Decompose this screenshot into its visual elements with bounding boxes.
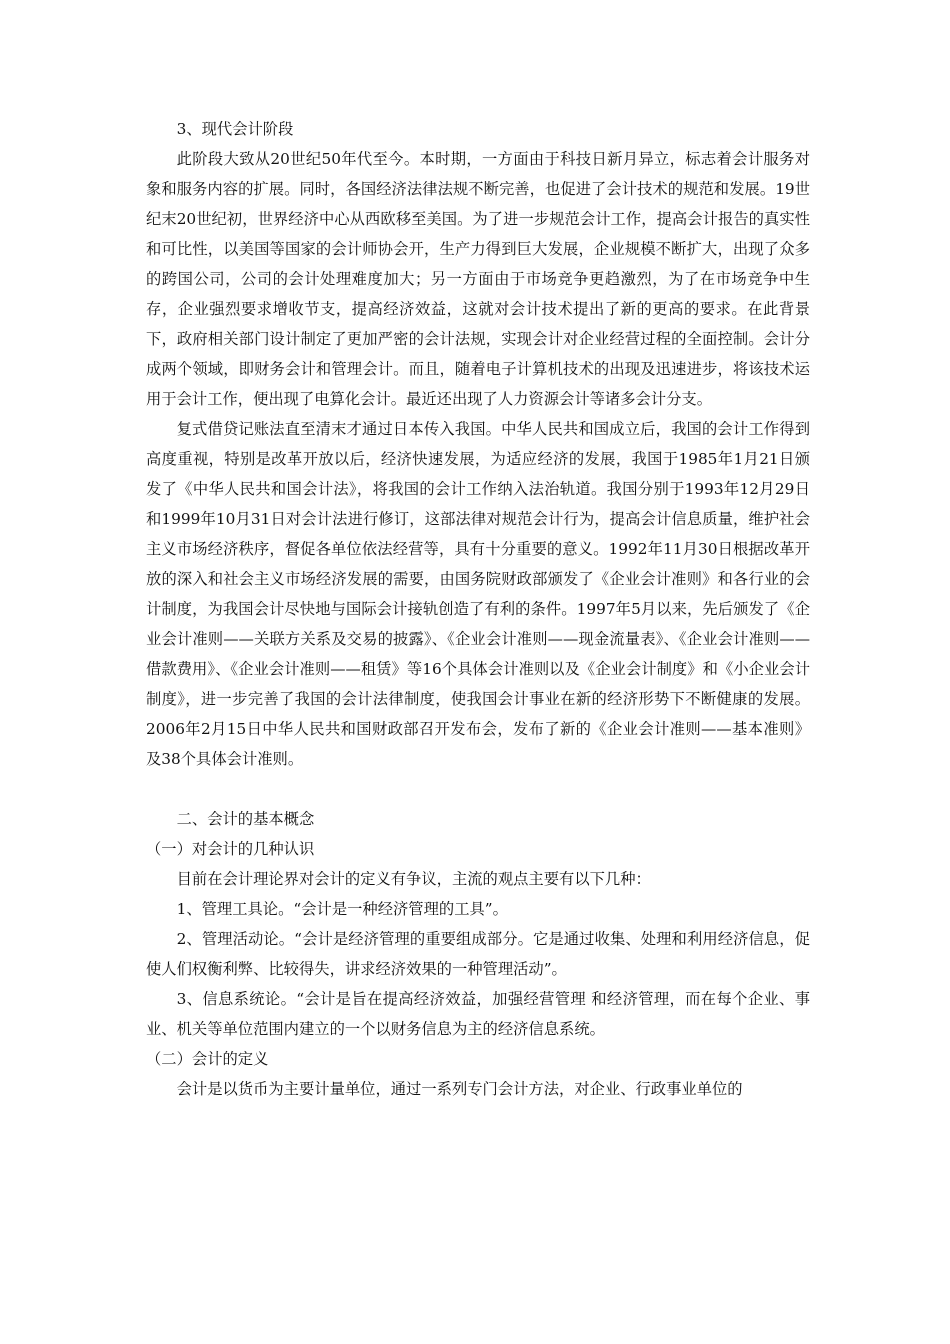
subsection-views-heading: （一）对会计的几种认识 [146,840,315,858]
paragraph-definition: 会计是以货币为主要计量单位，通过一系列专门会计方法，对企业、行政事业单位的 [176,1080,743,1098]
document-body [146,114,810,1104]
section-basic-concepts-heading: 二、会计的基本概念 [176,810,315,828]
view-item-1: 1、管理工具论。“会计是一种经济管理的工具”。 [176,900,508,918]
view-item-2: 2、管理活动论。“会计是经济管理的重要组成部分。它是通过收集、处理和利用经济信息，促使人们权衡利弊、比较得失，讲求经济效果的一种管理活动”。 [146,930,810,978]
paragraph-modern-accounting: 此阶段大致从20世纪50年代至今。本时期，一方面由于科技日新月异立，标志着会计服务对象和服务内容的扩展。同时，各国经济法律法规不断完善，也促进了会计技术的规范和发展。19世纪末20世纪初，世界经济中心从西欧移至美国。为了进一步规范会计工作，提高会计报告的真实性和可比性，以美国等国家的会计师协会开，生产力得到巨大发展，企业规模不断扩大，出现了众多的跨国公司，公司的会计处理难度加大；另一方面由于市场竞争更趋激烈，为了在市场竞争中生存，企业强烈要求增收节支，提高经济效益，这就对会计技术提出了新的更高的要求。在此背景下，政府相关部门设计制定了更加严密的会计法规，实现会计对企业经营过程的全面控制。会计分成两个领域，即财务会计和管理会计。而且，随着电子计算机技术的出现及迅速进步，将该技术运用于会计工作，便出现了电算化会计。最近还出现了人力资源会计等诸多会计分支。 [146,150,810,408]
view-item-3: 3、信息系统论。“会计是旨在提高经济效益，加强经营管理 和经济管理，而在每个企业、事业、机关等单位范围内建立的一个以财务信息为主的经济信息系统。 [146,990,810,1038]
paragraph-views-intro: 目前在会计理论界对会计的定义有争议，主流的观点主要有以下几种： [176,870,651,888]
subsection-definition-heading: （二）会计的定义 [146,1050,269,1068]
section-modern-heading: 3、现代会计阶段 [176,120,294,138]
paragraph-china-accounting: 复式借贷记账法直至清末才通过日本传入我国。中华人民共和国成立后，我国的会计工作得到高度重视，特别是改革开放以后，经济快速发展，为适应经济的发展，我国于1985年1月21日颁发了《中华人民共和国会计法》，将我国的会计工作纳入法治轨道。我国分别于1993年12月29日和1999年10月31日对会计法进行修订，这部法律对规范会计行为，提高会计信息质量，维护社会主义市场经济秩序，督促各单位依法经营等，具有十分重要的意义。1992年11月30日根据改革开放的深入和社会主义市场经济发展的需要，由国务院财政部颁发了《企业会计准则》和各行业的会计制度，为我国会计尽快地与国际会计接轨创造了有利的条件。1997年5月以来，先后颁发了《企业会计准则——关联方关系及交易的披露》、《企业会计准则——现金流量表》、《企业会计准则——借款费用》、《企业会计准则——租赁》等16个具体会计准则以及《企业会计制度》和《小企业会计制度》，进一步完善了我国的会计法律制度，使我国会计事业在新的经济形势下不断健康的发展。2006年2月15日中华人民共和国财政部召开发布会，发布了新的《企业会计准则——基本准则》及38个具体会计准则。 [146,420,810,768]
blank-line [146,774,810,804]
